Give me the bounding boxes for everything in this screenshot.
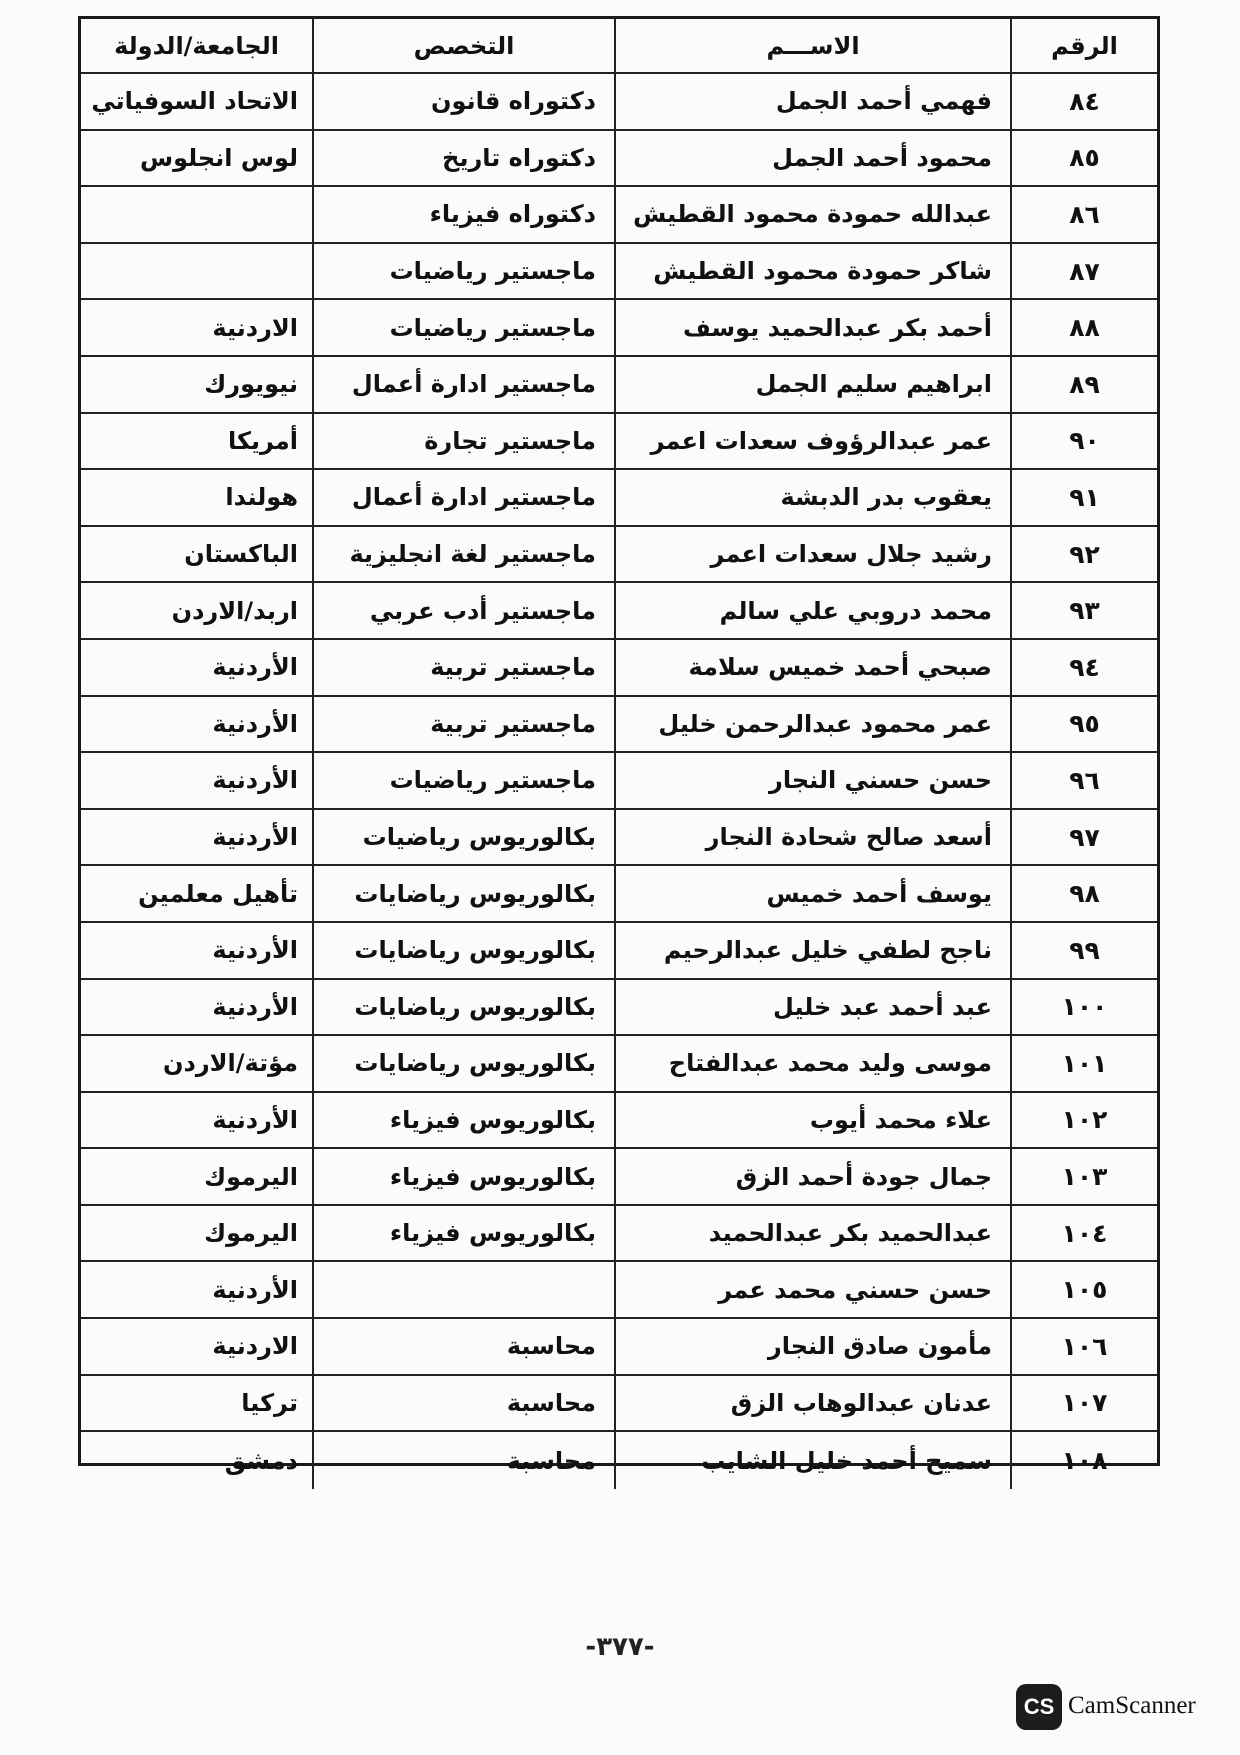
cell-university-country: الأردنية xyxy=(212,1105,298,1134)
cell-specialization: ماجستير لغة انجليزية xyxy=(312,527,614,582)
cell-number: ١٠٨ xyxy=(1010,1432,1157,1489)
cell-specialization: بكالوريوس فيزياء xyxy=(312,1093,614,1148)
cell-specialization: دكتوراه قانون xyxy=(312,74,614,129)
cell-specialization: بكالوريوس رياضايات xyxy=(312,1036,614,1091)
cell-number: ٨٥ xyxy=(1010,131,1157,186)
cell-name: محمود أحمد الجمل xyxy=(614,131,1010,186)
table-row xyxy=(81,1093,1157,1150)
table-row xyxy=(81,527,1157,584)
cell-university-country: اليرموك xyxy=(204,1219,298,1248)
cell-specialization: دكتوراه تاريخ xyxy=(312,131,614,186)
cell-specialization: ماجستير أدب عربي xyxy=(312,583,614,638)
table-row xyxy=(81,1149,1157,1206)
cell-number: ٨٤ xyxy=(1010,74,1157,129)
cell-name: أسعد صالح شحادة النجار xyxy=(614,810,1010,865)
cell-number: ١٠٢ xyxy=(1010,1093,1157,1148)
cell-university-country xyxy=(81,187,312,242)
cell-university-country: تركيا xyxy=(241,1388,298,1417)
table-row xyxy=(81,1206,1157,1263)
cell-name: عمر محمود عبدالرحمن خليل xyxy=(614,697,1010,752)
cell-university-country: الباكستان xyxy=(184,540,298,569)
cell-number: ٨٧ xyxy=(1010,244,1157,299)
cell-number: ٩٠ xyxy=(1010,414,1157,469)
cell-specialization: محاسبة xyxy=(312,1376,614,1431)
cell-specialization: ماجستير رياضيات xyxy=(312,753,614,808)
cell-number: ٩١ xyxy=(1010,470,1157,525)
cell-number: ٩٥ xyxy=(1010,697,1157,752)
table-row xyxy=(81,753,1157,810)
table-row xyxy=(81,1432,1157,1489)
cell-number: ٩٨ xyxy=(1010,866,1157,921)
cell-university-country: مؤتة/الاردن xyxy=(163,1049,298,1078)
cell-university-country: نيويورك xyxy=(204,370,298,399)
cell-name: ناجح لطفي خليل عبدالرحيم xyxy=(614,923,1010,978)
camscanner-logo-icon: CS xyxy=(1016,1684,1062,1730)
cell-number: ١٠٠ xyxy=(1010,980,1157,1035)
cell-name: عدنان عبدالوهاب الزق xyxy=(614,1376,1010,1431)
cell-university-country: اربد/الاردن xyxy=(171,596,298,625)
table-header-row xyxy=(81,19,1157,74)
cell-number: ٩٣ xyxy=(1010,583,1157,638)
cell-university-country: الأردنية xyxy=(212,823,298,852)
cell-number: ١٠١ xyxy=(1010,1036,1157,1091)
cell-university-country: الأردنية xyxy=(212,709,298,738)
cell-university-country: الأردنية xyxy=(212,766,298,795)
table-row xyxy=(81,414,1157,471)
cell-name: عبدالحميد بكر عبدالحميد xyxy=(614,1206,1010,1261)
cell-specialization: دكتوراه فيزياء xyxy=(312,187,614,242)
cell-name: محمد دروبي علي سالم xyxy=(614,583,1010,638)
header-specialization: التخصص xyxy=(312,19,614,72)
table-row xyxy=(81,300,1157,357)
cell-university-country: أمريكا xyxy=(228,426,298,455)
cell-number: ٩٤ xyxy=(1010,640,1157,695)
table-row xyxy=(81,470,1157,527)
cell-name: مأمون صادق النجار xyxy=(614,1319,1010,1374)
table-row xyxy=(81,583,1157,640)
cell-university-country: الأردنية xyxy=(212,992,298,1021)
cell-number: ١٠٧ xyxy=(1010,1376,1157,1431)
table-row xyxy=(81,74,1157,131)
cell-specialization: بكالوريوس رياضايات xyxy=(312,980,614,1035)
cell-name: شاكر حمودة محمود القطيش xyxy=(614,244,1010,299)
cell-number: ٩٦ xyxy=(1010,753,1157,808)
cell-specialization: بكالوريوس فيزياء xyxy=(312,1206,614,1261)
cell-specialization: بكالوريوس رياضايات xyxy=(312,866,614,921)
cell-specialization: بكالوريوس رياضايات xyxy=(312,923,614,978)
table-row xyxy=(81,1376,1157,1433)
cell-number: ٨٨ xyxy=(1010,300,1157,355)
cell-specialization: ماجستير تجارة xyxy=(312,414,614,469)
table-row xyxy=(81,131,1157,188)
table-row xyxy=(81,187,1157,244)
cell-university-country: الاردنية xyxy=(212,313,298,342)
cell-university-country: الأردنية xyxy=(212,653,298,682)
cell-number: ١٠٤ xyxy=(1010,1206,1157,1261)
table-row xyxy=(81,1036,1157,1093)
cell-number: ٩٧ xyxy=(1010,810,1157,865)
cell-name: حسن حسني محمد عمر xyxy=(614,1262,1010,1317)
cell-specialization: بكالوريوس رياضيات xyxy=(312,810,614,865)
cell-name: عبد أحمد عبد خليل xyxy=(614,980,1010,1035)
cell-specialization: ماجستير تربية xyxy=(312,640,614,695)
table-row xyxy=(81,923,1157,980)
table-row xyxy=(81,1319,1157,1376)
page-number: -٣٧٧- xyxy=(585,1632,655,1662)
cell-name: ابراهيم سليم الجمل xyxy=(614,357,1010,412)
cell-university-country: هولندا xyxy=(225,483,298,512)
cell-name: عمر عبدالرؤوف سعدات اعمر xyxy=(614,414,1010,469)
cell-number: ١٠٥ xyxy=(1010,1262,1157,1317)
cell-name: سميح أحمد خليل الشايب xyxy=(614,1432,1010,1489)
cell-specialization: ماجستير تربية xyxy=(312,697,614,752)
cell-name: حسن حسني النجار xyxy=(614,753,1010,808)
table-row xyxy=(81,1262,1157,1319)
cell-name: موسى وليد محمد عبدالفتاح xyxy=(614,1036,1010,1091)
cell-number: ٨٦ xyxy=(1010,187,1157,242)
header-name: الاســـم xyxy=(614,19,1010,72)
cell-specialization: بكالوريوس فيزياء xyxy=(312,1149,614,1204)
cell-number: ٩٢ xyxy=(1010,527,1157,582)
cell-name: علاء محمد أيوب xyxy=(614,1093,1010,1148)
table-row xyxy=(81,810,1157,867)
cell-number: ٨٩ xyxy=(1010,357,1157,412)
cell-university-country: الاتحاد السوفياتي xyxy=(91,87,298,116)
cell-university-country: تأهيل معلمين xyxy=(138,879,298,908)
cell-university-country: الأردنية xyxy=(212,936,298,965)
header-number: الرقم xyxy=(1010,19,1157,72)
members-table xyxy=(78,16,1160,1476)
table-row xyxy=(81,640,1157,697)
cell-university-country: الأردنية xyxy=(212,1275,298,1304)
table-body xyxy=(81,74,1157,1489)
cell-specialization: ماجستير ادارة أعمال xyxy=(312,357,614,412)
cell-university-country: لوس انجلوس xyxy=(139,143,298,172)
camscanner-watermark-text: CamScanner xyxy=(1068,1692,1196,1719)
cell-name: يعقوب بدر الدبشة xyxy=(614,470,1010,525)
table-row xyxy=(81,697,1157,754)
header-university-country: الجامعة/الدولة xyxy=(114,31,279,60)
cell-name: رشيد جلال سعدات اعمر xyxy=(614,527,1010,582)
table-row xyxy=(81,357,1157,414)
cell-university-country xyxy=(81,244,312,299)
cell-specialization: ماجستير رياضيات xyxy=(312,244,614,299)
cell-specialization: محاسبة xyxy=(312,1432,614,1489)
table-row xyxy=(81,866,1157,923)
table-row xyxy=(81,980,1157,1037)
cell-specialization: ماجستير رياضيات xyxy=(312,300,614,355)
cell-name: جمال جودة أحمد الزق xyxy=(614,1149,1010,1204)
cell-number: ١٠٦ xyxy=(1010,1319,1157,1374)
table-row xyxy=(81,244,1157,301)
cell-specialization xyxy=(312,1262,614,1317)
cell-name: فهمي أحمد الجمل xyxy=(614,74,1010,129)
cell-name: صبحي أحمد خميس سلامة xyxy=(614,640,1010,695)
cell-name: أحمد بكر عبدالحميد يوسف xyxy=(614,300,1010,355)
cell-name: عبدالله حمودة محمود القطيش xyxy=(614,187,1010,242)
cell-name: يوسف أحمد خميس xyxy=(614,866,1010,921)
cell-specialization: ماجستير ادارة أعمال xyxy=(312,470,614,525)
cell-specialization: محاسبة xyxy=(312,1319,614,1374)
cell-number: ٩٩ xyxy=(1010,923,1157,978)
cell-university-country: الاردنية xyxy=(212,1332,298,1361)
cell-university-country: دمشق xyxy=(224,1446,298,1475)
cell-number: ١٠٣ xyxy=(1010,1149,1157,1204)
cell-university-country: اليرموك xyxy=(204,1162,298,1191)
